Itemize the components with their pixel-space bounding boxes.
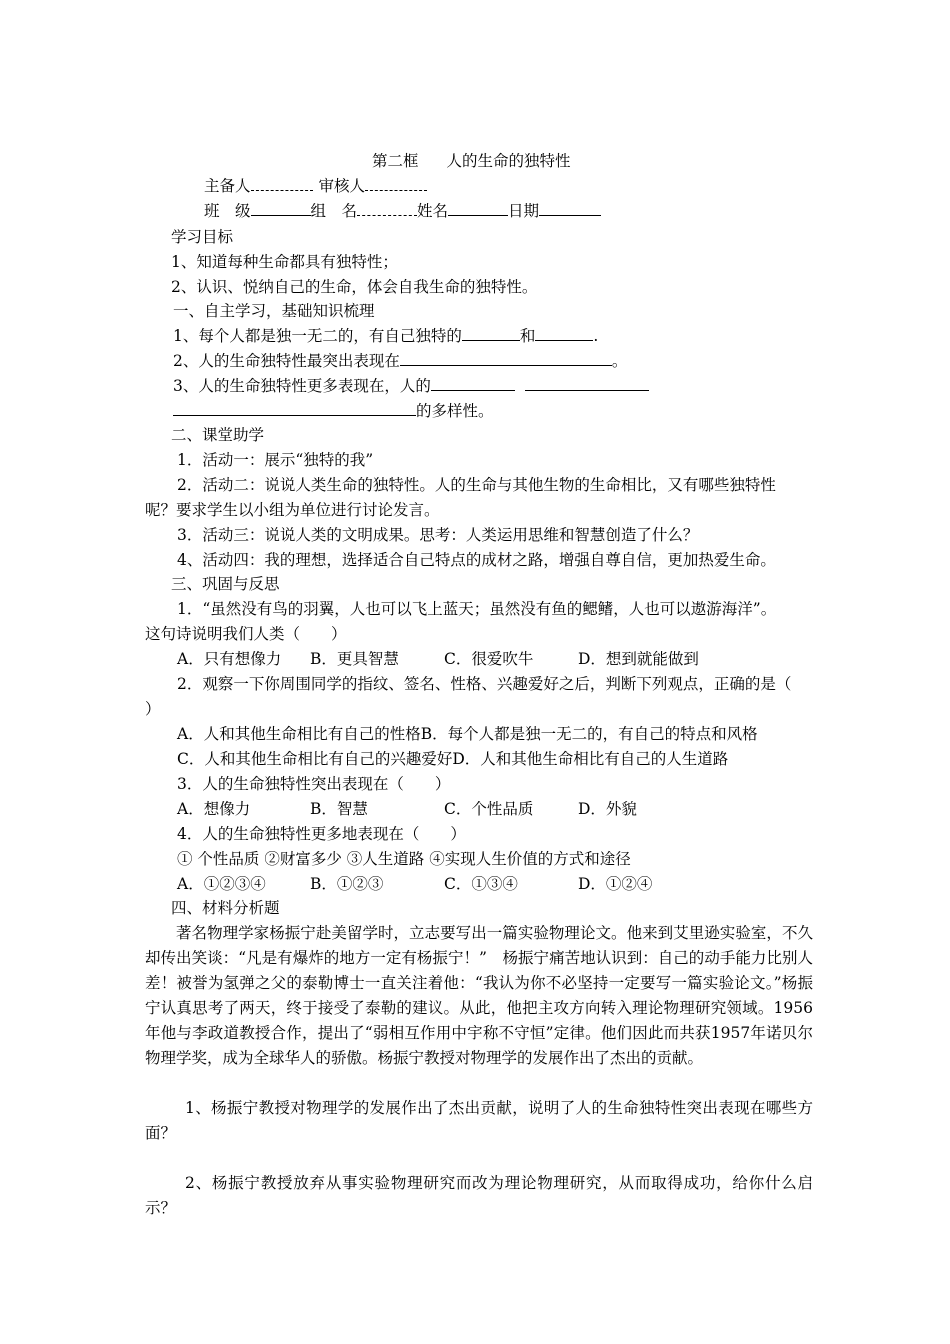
question-4: 4．人的生命独特性更多地表现在（ ） bbox=[177, 825, 466, 843]
option[interactable]: C．很爱吹牛 bbox=[444, 650, 534, 668]
question-1: 1．“虽然没有鸟的羽翼，人也可以飞上蓝天；虽然没有鱼的鳃鳍，人也可以遨游海洋”。 bbox=[177, 600, 777, 618]
student-info-row bbox=[204, 200, 601, 222]
activity-2-cont: 呢？要求学生以小组为单位进行讨论发言。 bbox=[145, 501, 440, 519]
section1-heading: 一、自主学习，基础知识梳理 bbox=[173, 302, 375, 320]
class-label: 班 级 bbox=[204, 202, 251, 220]
section3-heading: 三、巩固与反思 bbox=[171, 575, 280, 593]
q3-blank-3[interactable] bbox=[173, 401, 416, 416]
option[interactable]: B．智慧 bbox=[310, 800, 368, 818]
goal-item: 1、知道每种生命都具有独特性； bbox=[171, 253, 398, 271]
question-2: 2．观察一下你周围同学的指纹、签名、性格、兴趣爱好之后，判断下列观点，正确的是（ bbox=[177, 675, 792, 693]
q2-blank[interactable] bbox=[400, 351, 612, 366]
q3-blank-2[interactable] bbox=[525, 376, 649, 391]
preparer-label: 主备人 bbox=[204, 177, 251, 195]
section1-q3: 3、人的生命独特性更多表现在，人的 bbox=[173, 375, 649, 397]
question-2-options-row2 bbox=[177, 748, 728, 770]
q3-blank-1[interactable] bbox=[431, 376, 515, 391]
group-label: 组 名 bbox=[310, 202, 358, 220]
question-1-cont: 这句诗说明我们人类（ ） bbox=[145, 625, 347, 643]
group-blank[interactable] bbox=[357, 201, 417, 216]
class-blank[interactable] bbox=[251, 201, 311, 216]
analysis-question-2: 2、杨振宁教授放弃从事实验物理研究而改为理论物理研究，从而取得成功，给你什么启示？ bbox=[145, 1174, 813, 1217]
analysis-question-1: 1、杨振宁教授对物理学的发展作出了杰出贡献，说明了人的生命独特性突出表现在哪些方面？ bbox=[145, 1099, 813, 1142]
question-4-items: ① 个性品质 ②财富多少 ③人生道路 ④实现人生价值的方式和途径 bbox=[177, 850, 631, 868]
preparer-row bbox=[204, 175, 427, 197]
option[interactable]: B．①②③ bbox=[310, 875, 384, 893]
section1-q1: 1、每个人都是独一无二的，有自己独特的 和 . bbox=[173, 327, 599, 345]
title-part2: 人的生命的独特性 bbox=[446, 152, 571, 170]
preparer-blank[interactable] bbox=[251, 176, 313, 191]
option[interactable]: C．个性品质 bbox=[444, 800, 534, 818]
activity-2: 2．活动二：说说人类生命的独特性。人的生命与其他生物的生命相比，又有哪些独特性 bbox=[177, 476, 776, 494]
option[interactable]: B．每个人都是独一无二的，有自己的特点和风格 bbox=[420, 725, 758, 743]
name-blank[interactable] bbox=[448, 201, 508, 216]
question-3: 3．人的生命独特性突出表现在（ ） bbox=[177, 775, 451, 793]
activity-4: 4、活动四：我的理想，选择适合自己特点的成材之路，增强自尊自信，更加热爱生命。 bbox=[177, 551, 776, 569]
title-part1: 第二框 bbox=[372, 152, 419, 170]
q1-blank-1[interactable] bbox=[462, 326, 520, 341]
question-2-options-row1 bbox=[177, 723, 758, 745]
option[interactable]: D．想到就能做到 bbox=[578, 650, 699, 668]
reviewer-blank[interactable] bbox=[365, 176, 427, 191]
option[interactable]: B．更具智慧 bbox=[310, 650, 399, 668]
option[interactable]: D．①②④ bbox=[578, 875, 653, 893]
option[interactable]: A．想像力 bbox=[177, 800, 251, 818]
option[interactable]: A．①②③④ bbox=[177, 875, 266, 893]
option[interactable]: C．①③④ bbox=[444, 875, 518, 893]
section4-heading: 四、材料分析题 bbox=[171, 899, 280, 917]
option[interactable]: C．人和其他生命相比有自己的兴趣爱好 bbox=[177, 750, 453, 768]
material-paragraph: 著名物理学家杨振宁赴美留学时，立志要写出一篇实验物理论文。他来到艾里逊实验室，不久却传出笑谈：“凡是有爆炸的地方一定有杨振宁！” 杨振宁痛苦地认识到：自己的动手能力比别人差！被誉为氢弹之父的泰勒博士一直关注着他：“我认为你不必坚持一定要写一篇实验论文。”杨振宁认真思考了两天，终于接受了泰勒的建议。从此，他把主攻方向转入理论物理研究领域。1956年他与李政道教授合作，提出了“弱相互作用中宇称不守恒”定律。他们因此而共获1957年诺贝尔物理学奖，成为全球华人的骄傲。杨振宁教授对物理学的发展作出了杰出的贡献。 bbox=[145, 924, 813, 1067]
option[interactable]: A．人和其他生命相比有自己的性格 bbox=[177, 725, 421, 743]
option[interactable]: D．外貌 bbox=[578, 800, 637, 818]
goal-item: 2、认识、悦纳自己的生命，体会自我生命的独特性。 bbox=[171, 278, 538, 296]
page-title bbox=[372, 150, 571, 172]
activity-1: 1．活动一：展示“独特的我” bbox=[177, 451, 374, 469]
q1-blank-2[interactable] bbox=[535, 326, 593, 341]
date-label: 日期 bbox=[508, 202, 540, 220]
option[interactable]: A．只有想像力 bbox=[177, 650, 282, 668]
goals-heading: 学习目标 bbox=[171, 228, 234, 246]
question-2-cont: ） bbox=[145, 700, 161, 718]
date-blank[interactable] bbox=[539, 201, 601, 216]
section1-q3-cont: 的多样性。 bbox=[173, 400, 494, 422]
option[interactable]: D．人和其他生命相比有自己的人生道路 bbox=[452, 750, 729, 768]
name-label: 姓名 bbox=[417, 202, 449, 220]
section1-q2: 2、人的生命独特性最突出表现在 。 bbox=[173, 352, 628, 370]
section2-heading: 二、课堂助学 bbox=[171, 426, 265, 444]
activity-3: 3．活动三：说说人类的文明成果。思考：人类运用思维和智慧创造了什么？ bbox=[177, 526, 699, 544]
reviewer-label: 审核人 bbox=[318, 177, 366, 195]
